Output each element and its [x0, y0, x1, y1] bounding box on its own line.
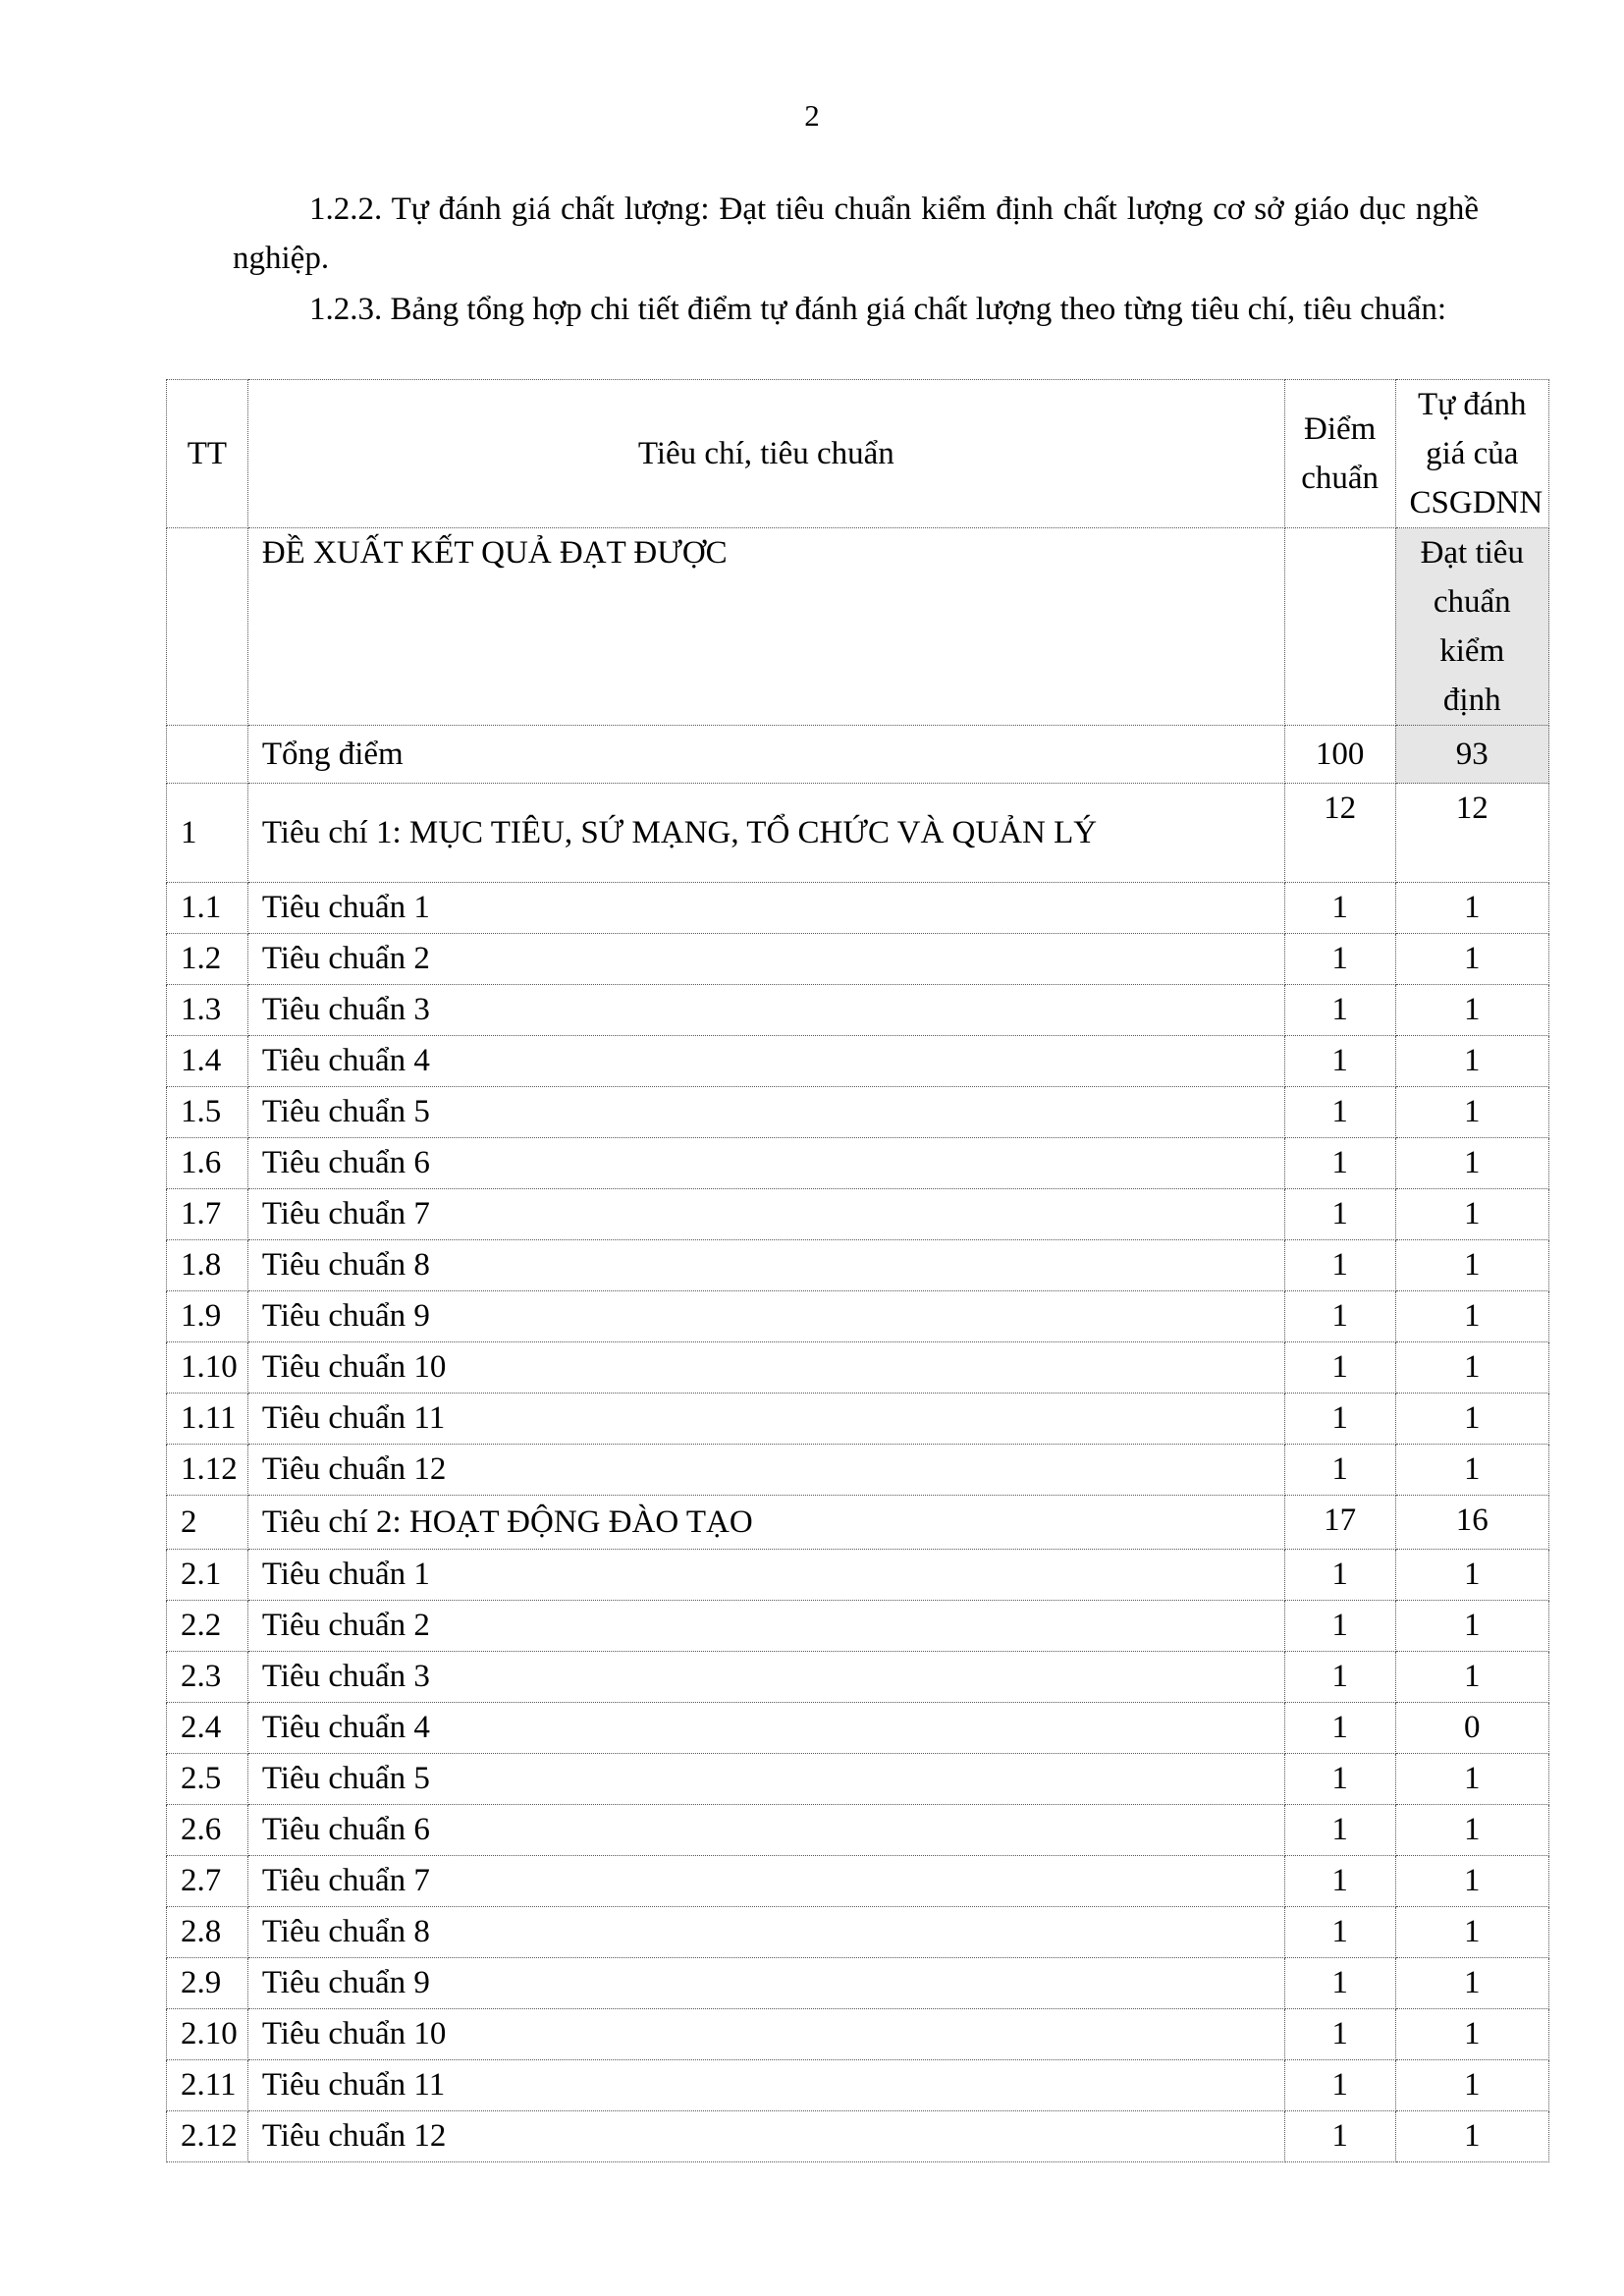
standard-points: 1 [1284, 1342, 1395, 1394]
header-self-evaluation: Tự đánh giá của CSGDNN [1395, 380, 1548, 528]
standard-tt: 1.3 [167, 985, 248, 1036]
paragraph-self-assessment [233, 185, 1479, 283]
standard-self-score: 1 [1395, 1754, 1548, 1805]
paragraph-table-intro [233, 285, 1479, 334]
criterion-self-score: 12 [1395, 784, 1548, 883]
standard-name: Tiêu chuẩn 6 [247, 1138, 1284, 1189]
standard-tt: 1.8 [167, 1240, 248, 1291]
standard-name: Tiêu chuẩn 11 [247, 1394, 1284, 1445]
standard-tt: 1.9 [167, 1291, 248, 1342]
standard-row [167, 1087, 1549, 1138]
standard-name: Tiêu chuẩn 8 [247, 1240, 1284, 1291]
standard-points: 1 [1284, 985, 1395, 1036]
standard-tt: 1.11 [167, 1394, 248, 1445]
standard-tt: 2.3 [167, 1652, 248, 1703]
standard-row [167, 1550, 1549, 1601]
standard-self-score: 1 [1395, 1240, 1548, 1291]
proposal-row [167, 528, 1549, 726]
standard-points: 1 [1284, 1550, 1395, 1601]
standard-name: Tiêu chuẩn 9 [247, 1958, 1284, 2009]
standard-self-score: 1 [1395, 1394, 1548, 1445]
standard-self-score: 1 [1395, 2111, 1548, 2162]
header-criteria: Tiêu chí, tiêu chuẩn [247, 380, 1284, 528]
standard-tt: 1.6 [167, 1138, 248, 1189]
standard-name: Tiêu chuẩn 5 [247, 1754, 1284, 1805]
standard-points: 1 [1284, 1703, 1395, 1754]
standard-row [167, 1703, 1549, 1754]
standard-tt: 2.11 [167, 2060, 248, 2111]
standard-name: Tiêu chuẩn 3 [247, 1652, 1284, 1703]
standard-name: Tiêu chuẩn 12 [247, 1445, 1284, 1496]
standard-name: Tiêu chuẩn 3 [247, 985, 1284, 1036]
header-points: Điểm chuẩn [1284, 380, 1395, 528]
standard-tt: 2.9 [167, 1958, 248, 2009]
standard-self-score: 1 [1395, 1856, 1548, 1907]
total-self-score: 93 [1395, 726, 1548, 784]
standard-points: 1 [1284, 1856, 1395, 1907]
standard-row [167, 1445, 1549, 1496]
standard-tt: 1.12 [167, 1445, 248, 1496]
standard-tt: 2.8 [167, 1907, 248, 1958]
total-row [167, 726, 1549, 784]
total-label: Tổng điểm [247, 726, 1284, 784]
standard-row [167, 1036, 1549, 1087]
standard-name: Tiêu chuẩn 4 [247, 1036, 1284, 1087]
standard-name: Tiêu chuẩn 9 [247, 1291, 1284, 1342]
standard-name: Tiêu chuẩn 1 [247, 1550, 1284, 1601]
total-tt-cell [167, 726, 248, 784]
proposal-points-cell [1284, 528, 1395, 726]
standard-row [167, 1291, 1549, 1342]
criterion-points: 12 [1284, 784, 1395, 883]
standard-tt: 2.2 [167, 1601, 248, 1652]
standard-row [167, 1652, 1549, 1703]
standard-points: 1 [1284, 1189, 1395, 1240]
standard-tt: 2.1 [167, 1550, 248, 1601]
standard-tt: 2.7 [167, 1856, 248, 1907]
standard-row [167, 1958, 1549, 2009]
standard-name: Tiêu chuẩn 2 [247, 1601, 1284, 1652]
criterion-name: Tiêu chí 2: HOẠT ĐỘNG ĐÀO TẠO [247, 1496, 1284, 1550]
standard-self-score: 0 [1395, 1703, 1548, 1754]
header-tt: TT [167, 380, 248, 528]
standard-points: 1 [1284, 1601, 1395, 1652]
criterion-tt: 2 [167, 1496, 248, 1550]
standard-self-score: 1 [1395, 1958, 1548, 2009]
table-header-row [167, 380, 1549, 528]
standard-row [167, 934, 1549, 985]
standard-points: 1 [1284, 1754, 1395, 1805]
paragraph-text: 1.2.3. Bảng tổng hợp chi tiết điểm tự đánh giá chất lượng theo từng tiêu chí, tiêu chuẩn: [309, 292, 1447, 327]
page-number: 2 [804, 98, 820, 133]
standard-name: Tiêu chuẩn 5 [247, 1087, 1284, 1138]
standard-name: Tiêu chuẩn 2 [247, 934, 1284, 985]
proposal-label: ĐỀ XUẤT KẾT QUẢ ĐẠT ĐƯỢC [247, 528, 1284, 726]
standard-name: Tiêu chuẩn 11 [247, 2060, 1284, 2111]
proposal-tt-cell [167, 528, 248, 726]
standard-tt: 2.10 [167, 2009, 248, 2060]
standard-points: 1 [1284, 1291, 1395, 1342]
standard-self-score: 1 [1395, 2060, 1548, 2111]
standard-row [167, 2009, 1549, 2060]
standard-self-score: 1 [1395, 1445, 1548, 1496]
standard-row [167, 985, 1549, 1036]
standard-self-score: 1 [1395, 1550, 1548, 1601]
standard-points: 1 [1284, 1958, 1395, 2009]
standard-name: Tiêu chuẩn 6 [247, 1805, 1284, 1856]
standard-row [167, 1394, 1549, 1445]
standard-row [167, 1138, 1549, 1189]
standard-name: Tiêu chuẩn 12 [247, 2111, 1284, 2162]
standard-tt: 1.7 [167, 1189, 248, 1240]
standard-self-score: 1 [1395, 1291, 1548, 1342]
standard-self-score: 1 [1395, 985, 1548, 1036]
standard-name: Tiêu chuẩn 10 [247, 2009, 1284, 2060]
standard-row [167, 1342, 1549, 1394]
standard-row [167, 1240, 1549, 1291]
standard-row [167, 1907, 1549, 1958]
standard-points: 1 [1284, 1138, 1395, 1189]
criterion-self-score: 16 [1395, 1496, 1548, 1550]
standard-tt: 2.12 [167, 2111, 248, 2162]
standard-name: Tiêu chuẩn 4 [247, 1703, 1284, 1754]
standard-tt: 1.2 [167, 934, 248, 985]
standard-self-score: 1 [1395, 1087, 1548, 1138]
paragraph-text: 1.2.2. Tự đánh giá chất lượng: Đạt tiêu chuẩn kiểm định chất lượng cơ sở giáo dục nghề nghiệp. [233, 191, 1479, 276]
standard-row [167, 1189, 1549, 1240]
standard-tt: 2.6 [167, 1805, 248, 1856]
standard-self-score: 1 [1395, 883, 1548, 934]
standard-row [167, 1805, 1549, 1856]
standard-self-score: 1 [1395, 1601, 1548, 1652]
standard-points: 1 [1284, 2060, 1395, 2111]
standard-tt: 2.4 [167, 1703, 248, 1754]
standard-tt: 1.1 [167, 883, 248, 934]
standard-points: 1 [1284, 1394, 1395, 1445]
standard-self-score: 1 [1395, 2009, 1548, 2060]
standard-row [167, 2111, 1549, 2162]
criterion-tt: 1 [167, 784, 248, 883]
standard-self-score: 1 [1395, 1652, 1548, 1703]
standard-name: Tiêu chuẩn 10 [247, 1342, 1284, 1394]
standard-row [167, 1856, 1549, 1907]
standard-points: 1 [1284, 1805, 1395, 1856]
criterion-name: Tiêu chí 1: MỤC TIÊU, SỨ MẠNG, TỔ CHỨC VÀ QUẢN LÝ [247, 784, 1284, 883]
standard-name: Tiêu chuẩn 7 [247, 1189, 1284, 1240]
standard-self-score: 1 [1395, 1138, 1548, 1189]
standard-points: 1 [1284, 1907, 1395, 1958]
standard-self-score: 1 [1395, 1036, 1548, 1087]
standard-self-score: 1 [1395, 1805, 1548, 1856]
assessment-table [166, 379, 1549, 2162]
standard-row [167, 2060, 1549, 2111]
standard-points: 1 [1284, 934, 1395, 985]
criterion-points: 17 [1284, 1496, 1395, 1550]
standard-points: 1 [1284, 2009, 1395, 2060]
standard-row [167, 883, 1549, 934]
standard-self-score: 1 [1395, 934, 1548, 985]
standard-tt: 1.5 [167, 1087, 248, 1138]
criterion-row [167, 1496, 1549, 1550]
standard-tt: 2.5 [167, 1754, 248, 1805]
standard-points: 1 [1284, 2111, 1395, 2162]
standard-self-score: 1 [1395, 1342, 1548, 1394]
standard-self-score: 1 [1395, 1189, 1548, 1240]
standard-tt: 1.4 [167, 1036, 248, 1087]
standard-name: Tiêu chuẩn 8 [247, 1907, 1284, 1958]
standard-points: 1 [1284, 1240, 1395, 1291]
standard-row [167, 1601, 1549, 1652]
criterion-row [167, 784, 1549, 883]
total-points: 100 [1284, 726, 1395, 784]
standard-name: Tiêu chuẩn 7 [247, 1856, 1284, 1907]
standard-points: 1 [1284, 1652, 1395, 1703]
standard-tt: 1.10 [167, 1342, 248, 1394]
standard-points: 1 [1284, 1087, 1395, 1138]
standard-row [167, 1754, 1549, 1805]
standard-points: 1 [1284, 883, 1395, 934]
proposal-result: Đạt tiêu chuẩn kiểm định [1395, 528, 1548, 726]
standard-points: 1 [1284, 1036, 1395, 1087]
standard-self-score: 1 [1395, 1907, 1548, 1958]
standard-points: 1 [1284, 1445, 1395, 1496]
standard-name: Tiêu chuẩn 1 [247, 883, 1284, 934]
